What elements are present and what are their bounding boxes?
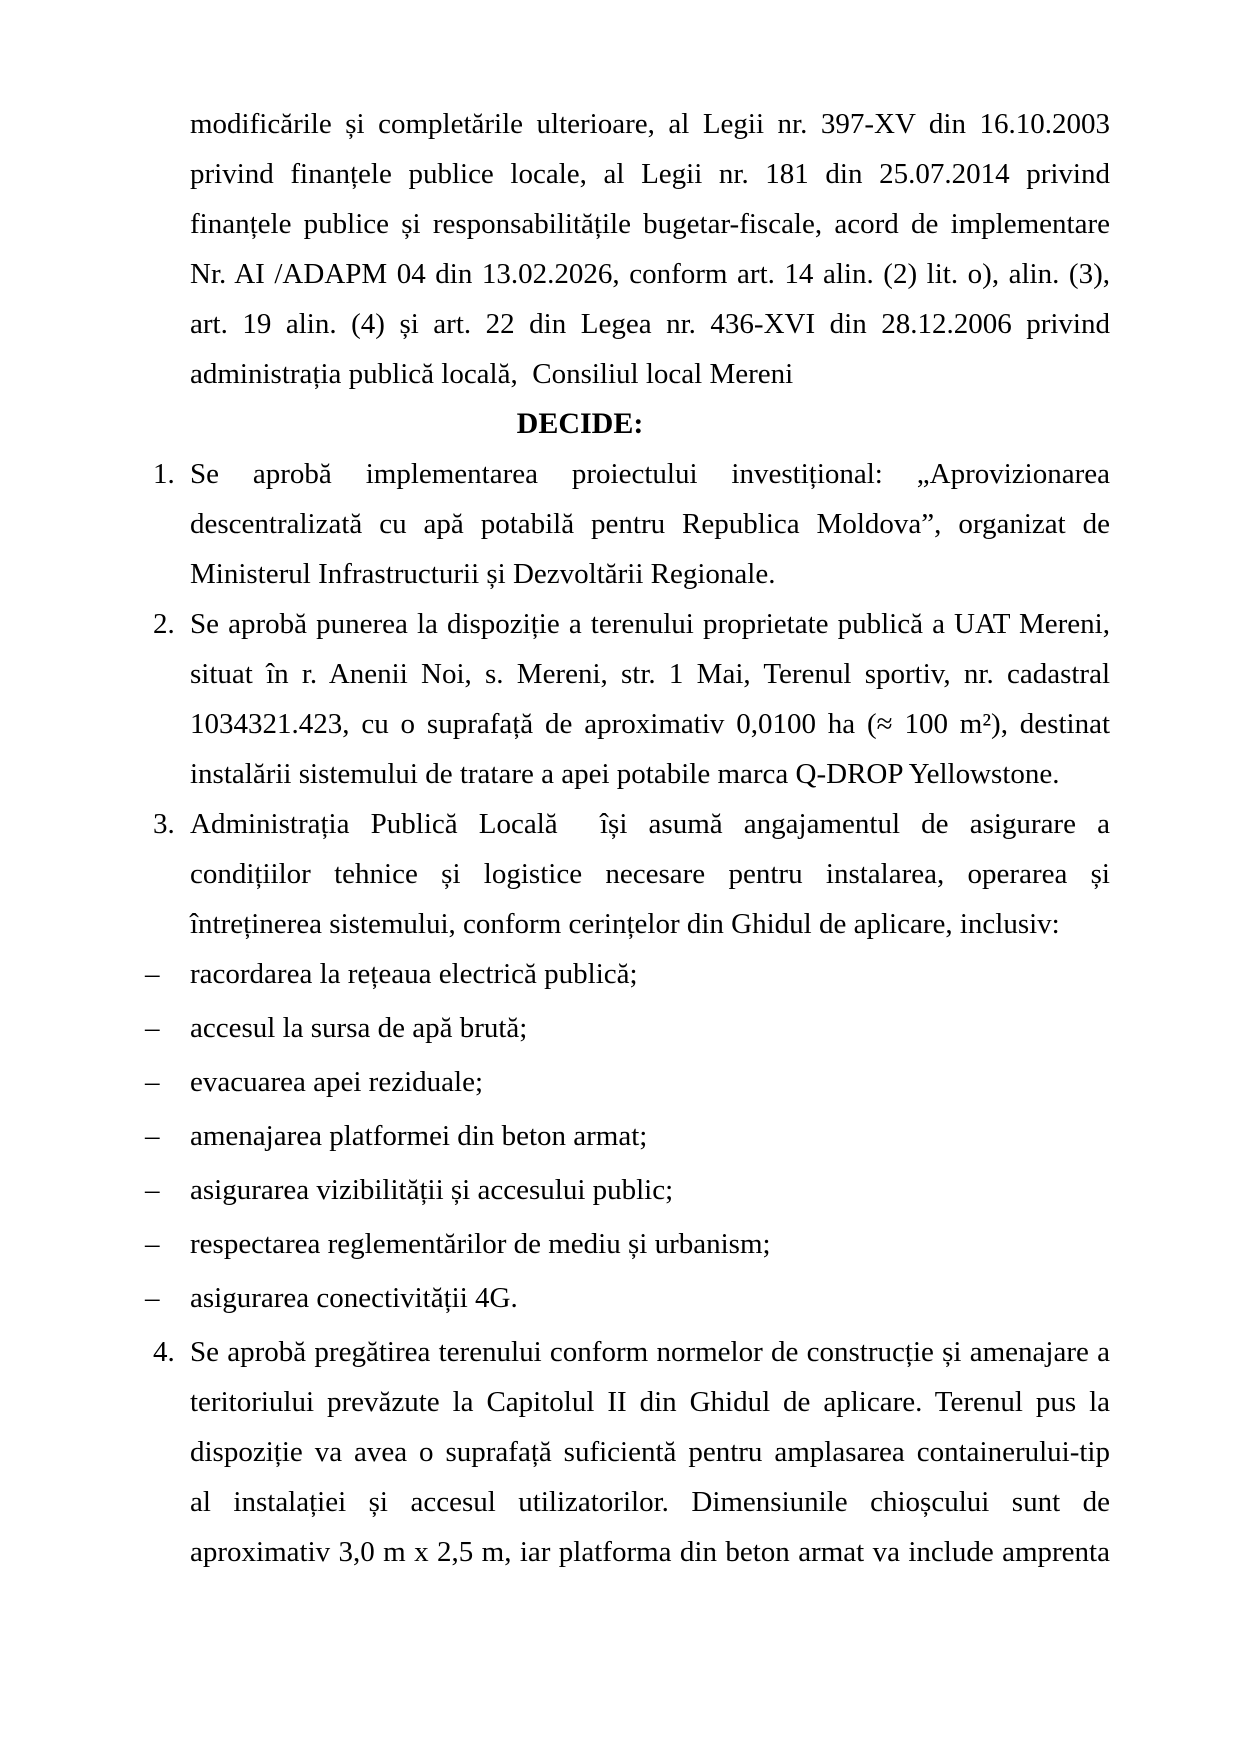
list-item-3 [145, 799, 1110, 949]
paragraph-line: finanțele publice și responsabilitățile bugetar-fiscale, acord de implementare [190, 208, 1110, 240]
dash-bullet: – [145, 1012, 160, 1044]
list-item-line: descentralizată cu apă potabilă pentru Republica Moldova”, organizat de [190, 508, 1110, 540]
dash-item-text: accesul la sursa de apă brută; [190, 1012, 528, 1044]
paragraph-line: privind finanțele publice locale, al Legii nr. 181 din 25.07.2014 privind [190, 158, 1110, 190]
list-item-line: Se aprobă implementarea proiectului investițional: „Aprovizionarea [190, 458, 1110, 490]
paragraph-line: modificările și completările ulterioare, al Legii nr. 397-XV din 16.10.2003 [190, 108, 1110, 140]
dash-list-item [145, 1273, 1110, 1323]
list-item-line: întreținerea sistemului, conform cerințelor din Ghidul de aplicare, inclusiv: [190, 908, 1060, 940]
dash-bullet: – [145, 1228, 160, 1260]
list-item-number: 3. [153, 808, 175, 840]
list-item-line: Administrația Publică Locală își asumă angajamentul de asigurare a [190, 808, 1110, 840]
dash-list-item [145, 1003, 1110, 1053]
paragraph-line: art. 19 alin. (4) și art. 22 din Legea nr. 436-XVI din 28.12.2006 privind [190, 308, 1110, 340]
list-item-line: aproximativ 3,0 m x 2,5 m, iar platforma din beton armat va include amprenta [190, 1536, 1110, 1568]
list-item-line: condițiilor tehnice și logistice necesare pentru instalarea, operarea și [190, 858, 1110, 890]
dash-bullet: – [145, 1174, 160, 1206]
list-item-line: Se aprobă punerea la dispoziție a terenului proprietate publică a UAT Mereni, [190, 608, 1110, 640]
list-item-2 [145, 599, 1110, 799]
list-item-line: al instalației și accesul utilizatorilor. Dimensiunile chioșcului sunt de [190, 1486, 1110, 1518]
dash-item-text: respectarea reglementărilor de mediu și urbanism; [190, 1228, 771, 1260]
list-item-4 [145, 1327, 1110, 1577]
dash-bullet: – [145, 1282, 160, 1314]
list-item-1 [145, 449, 1110, 599]
decide-heading: DECIDE: [516, 407, 644, 440]
dash-list-item [145, 1057, 1110, 1107]
list-item-line: situat în r. Anenii Noi, s. Mereni, str. 1 Mai, Terenul sportiv, nr. cadastral [190, 658, 1110, 690]
dash-item-text: evacuarea apei reziduale; [190, 1066, 484, 1098]
dash-list-item [145, 1219, 1110, 1269]
dash-item-text: asigurarea vizibilității și accesului public; [190, 1174, 674, 1206]
list-item-number: 2. [153, 608, 175, 640]
dash-list-item [145, 1111, 1110, 1161]
paragraph-line: administrația publică locală, Consiliul local Mereni [190, 358, 794, 390]
dash-item-text: racordarea la rețeaua electrică publică; [190, 958, 638, 990]
list-item-line: 1034321.423, cu o suprafață de aproximativ 0,0100 ha (≈ 100 m²), destinat [190, 708, 1110, 740]
dash-bullet: – [145, 1066, 160, 1098]
list-item-line: dispoziție va avea o suprafață suficientă pentru amplasarea containerului-tip [190, 1436, 1110, 1468]
dash-bullet: – [145, 958, 160, 990]
dash-list-item [145, 1165, 1110, 1215]
dash-list [145, 949, 1110, 1323]
list-item-line: instalării sistemului de tratare a apei potabile marca Q-DROP Yellowstone. [190, 758, 1060, 790]
dash-item-text: asigurarea conectivității 4G. [190, 1282, 518, 1314]
list-item-line: teritoriului prevăzute la Capitolul II din Ghidul de aplicare. Terenul pus la [190, 1386, 1110, 1418]
dash-list-item [145, 949, 1110, 999]
paragraph-line: Nr. AI /ADAPM 04 din 13.02.2026, conform art. 14 alin. (2) lit. o), alin. (3), [190, 258, 1110, 290]
list-item-number: 4. [153, 1336, 175, 1368]
list-item-line: Ministerul Infrastructurii și Dezvoltării Regionale. [190, 558, 776, 590]
dash-bullet: – [145, 1120, 160, 1152]
list-item-line: Se aprobă pregătirea terenului conform normelor de construcție și amenajare a [190, 1336, 1110, 1368]
list-item-number: 1. [153, 458, 175, 490]
intro-paragraph [145, 99, 1110, 399]
dash-item-text: amenajarea platformei din beton armat; [190, 1120, 648, 1152]
